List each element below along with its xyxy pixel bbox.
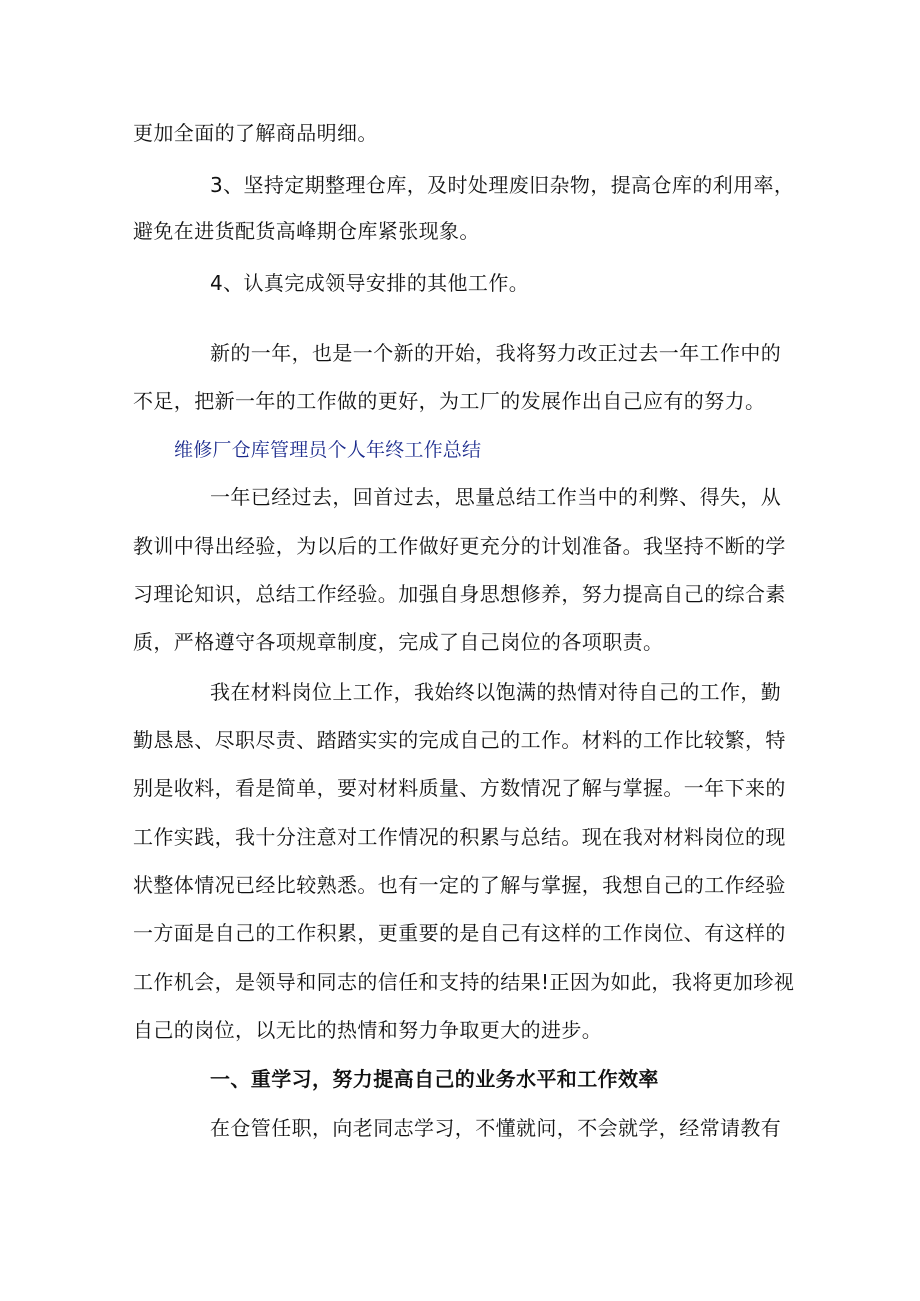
text-line: 一方面是自己的工作积累，更重要的是自己有这样的工作岗位、有这样的 xyxy=(133,921,786,945)
text-line: 4、认真完成领导安排的其他工作。 xyxy=(210,271,530,295)
text-line: 自己的岗位，以无比的热情和努力争取更大的进步。 xyxy=(133,1018,603,1042)
text-line: 教训中得出经验，为以后的工作做好更充分的计划准备。我坚持不断的学 xyxy=(133,534,786,558)
text-line: 习理论知识，总结工作经验。加强自身思想修养，努力提高自己的综合素 xyxy=(133,582,786,606)
text-line: 避免在进货配货高峰期仓库紧张现象。 xyxy=(133,219,480,243)
text-line: 工作实践，我十分注意对工作情况的积累与总结。现在我对材料岗位的现 xyxy=(133,825,786,849)
text-line: 3、坚持定期整理仓库，及时处理废旧杂物，提高仓库的利用率， xyxy=(210,173,795,197)
text-line: 别是收料，看是简单，要对材料质量、方数情况了解与掌握。一年下来的 xyxy=(133,776,786,800)
text-line: 更加全面的了解商品明细。 xyxy=(133,121,378,145)
section-title: 维修厂仓库管理员个人年终工作总结 xyxy=(174,439,482,461)
text-line: 新的一年，也是一个新的开始，我将努力改正过去一年工作中的 xyxy=(210,341,782,365)
text-line: 工作机会，是领导和同志的信任和支持的结果!正因为如此，我将更加珍视 xyxy=(133,970,795,994)
text-line: 质，严格遵守各项规章制度，完成了自己岗位的各项职责。 xyxy=(133,630,664,654)
text-line: 勤恳恳、尽职尽责、踏踏实实的完成自己的工作。材料的工作比较繁，特 xyxy=(133,728,786,752)
text-line: 一年已经过去，回首过去，思量总结工作当中的利弊、得失，从 xyxy=(210,485,782,509)
text-line: 不足，把新一年的工作做的更好，为工厂的发展作出自己应有的努力。 xyxy=(133,389,766,413)
text-line: 在仓管任职，向老同志学习，不懂就问，不会就学，经常请教有 xyxy=(210,1116,782,1140)
text-line: 我在材料岗位上工作，我始终以饱满的热情对待自己的工作，勤 xyxy=(210,680,782,704)
subsection-heading: 一、重学习，努力提高自己的业务水平和工作效率 xyxy=(210,1067,659,1091)
text-line: 状整体情况已经比较熟悉。也有一定的了解与掌握，我想自己的工作经验 xyxy=(133,873,786,897)
